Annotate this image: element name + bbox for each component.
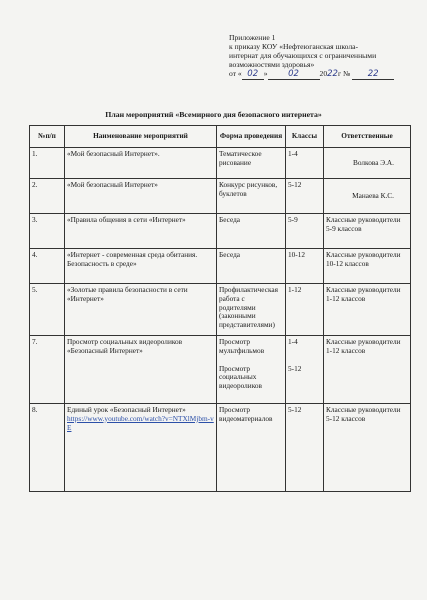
order-date-line bbox=[229, 69, 419, 80]
row-form-a: Просмотр мультфильмов bbox=[219, 337, 265, 355]
row-form: Конкурс рисунков, буклетов bbox=[217, 179, 286, 214]
date-mid: » bbox=[263, 69, 268, 79]
row-form: Беседа bbox=[217, 249, 286, 284]
number-label: г № bbox=[337, 69, 351, 79]
row-responsible: Классные руководители 10-12 классов bbox=[324, 249, 411, 284]
row-responsible: Волкова Э.А. bbox=[324, 148, 411, 179]
table-row bbox=[30, 179, 411, 214]
row-name: «Мой безопасный Интернет». bbox=[65, 148, 217, 179]
appendix-header bbox=[229, 33, 419, 80]
row-classes: 5-9 bbox=[286, 214, 324, 249]
header-classes: Классы bbox=[286, 126, 324, 148]
row-classes: 5-12 bbox=[286, 179, 324, 214]
row-name: Просмотр социальных видеороликов «Безопасный Интернет» bbox=[65, 336, 217, 404]
row-num: 8. bbox=[30, 404, 65, 492]
row-num: 5. bbox=[30, 284, 65, 336]
header-num: №п/п bbox=[30, 126, 65, 148]
row-form: Тематическое рисование bbox=[217, 148, 286, 179]
table-row bbox=[30, 148, 411, 179]
row-responsible: Классные руководители 1-12 классов bbox=[324, 284, 411, 336]
order-month-value: 02 bbox=[288, 69, 299, 80]
row-num: 4. bbox=[30, 249, 65, 284]
row-name-cell bbox=[65, 404, 217, 492]
order-day bbox=[242, 69, 264, 80]
row-name: «Правила общения в сети «Интернет» bbox=[65, 214, 217, 249]
youtube-link[interactable]: https://www.youtube.com/watch?v=NTXlMjbm-vE bbox=[67, 413, 214, 432]
row-name: «Мой безопасный Интернет» bbox=[65, 179, 217, 214]
year-prefix: 20 bbox=[319, 69, 328, 79]
row-form-b: Просмотр социальных видеороликов bbox=[219, 363, 262, 391]
row-name: Единый урок «Безопасный Интернет» bbox=[67, 405, 186, 414]
row-classes: 10-12 bbox=[286, 249, 324, 284]
table-row bbox=[30, 336, 411, 404]
events-table bbox=[29, 125, 411, 492]
year-suffix: 22 bbox=[327, 69, 338, 80]
row-classes: 5-12 bbox=[286, 404, 324, 492]
header-responsible: Ответственные bbox=[324, 126, 411, 148]
date-prefix: от « bbox=[229, 69, 242, 79]
row-form: Просмотр видеоматериалов bbox=[217, 404, 286, 492]
row-responsible: Классные руководители 5-12 классов bbox=[324, 404, 411, 492]
row-classes-a: 1-4 bbox=[288, 337, 298, 346]
table-row bbox=[30, 404, 411, 492]
row-name: «Интернет - современная среда обитания. Безопасность в среде» bbox=[65, 249, 217, 284]
row-classes: 1-4 bbox=[286, 148, 324, 179]
table-row bbox=[30, 284, 411, 336]
row-classes-cell bbox=[286, 336, 324, 404]
order-day-value: 02 bbox=[247, 69, 259, 80]
row-responsible: Классные руководители 5-9 классов bbox=[324, 214, 411, 249]
appendix-line-1: Приложение 1 bbox=[229, 33, 276, 42]
appendix-line-4: возможностями здоровья» bbox=[229, 60, 315, 70]
row-form: Профилактическая работа с родителями (законными представителями) bbox=[217, 284, 286, 336]
header-name: Наименование мероприятий bbox=[65, 126, 217, 148]
order-month bbox=[268, 69, 320, 80]
row-responsible: Классные руководители 1-12 классов bbox=[324, 336, 411, 404]
order-number-value: 22 bbox=[367, 69, 379, 80]
table-row bbox=[30, 214, 411, 249]
document-title: План мероприятий «Всемирного дня безопасного интернета» bbox=[105, 110, 322, 119]
table-row bbox=[30, 249, 411, 284]
header-form: Форма проведения bbox=[217, 126, 286, 148]
row-responsible: Манаева К.С. bbox=[324, 179, 411, 214]
row-classes: 1-12 bbox=[286, 284, 324, 336]
row-num: 2. bbox=[30, 179, 65, 214]
row-name: «Золотые правила безопасности в сети «Интернет» bbox=[65, 284, 217, 336]
order-number bbox=[352, 69, 394, 80]
row-num: 3. bbox=[30, 214, 65, 249]
row-num: 1. bbox=[30, 148, 65, 179]
row-form-cell bbox=[217, 336, 286, 404]
row-num: 7. bbox=[30, 336, 65, 404]
table-header-row bbox=[30, 126, 411, 148]
row-classes-b: 5-12 bbox=[288, 363, 302, 373]
appendix-line-2: к приказу КОУ «Нефтеюганская школа- bbox=[229, 42, 359, 52]
row-form: Беседа bbox=[217, 214, 286, 249]
appendix-line-3: интернат для обучающихся с ограниченными bbox=[229, 51, 377, 61]
